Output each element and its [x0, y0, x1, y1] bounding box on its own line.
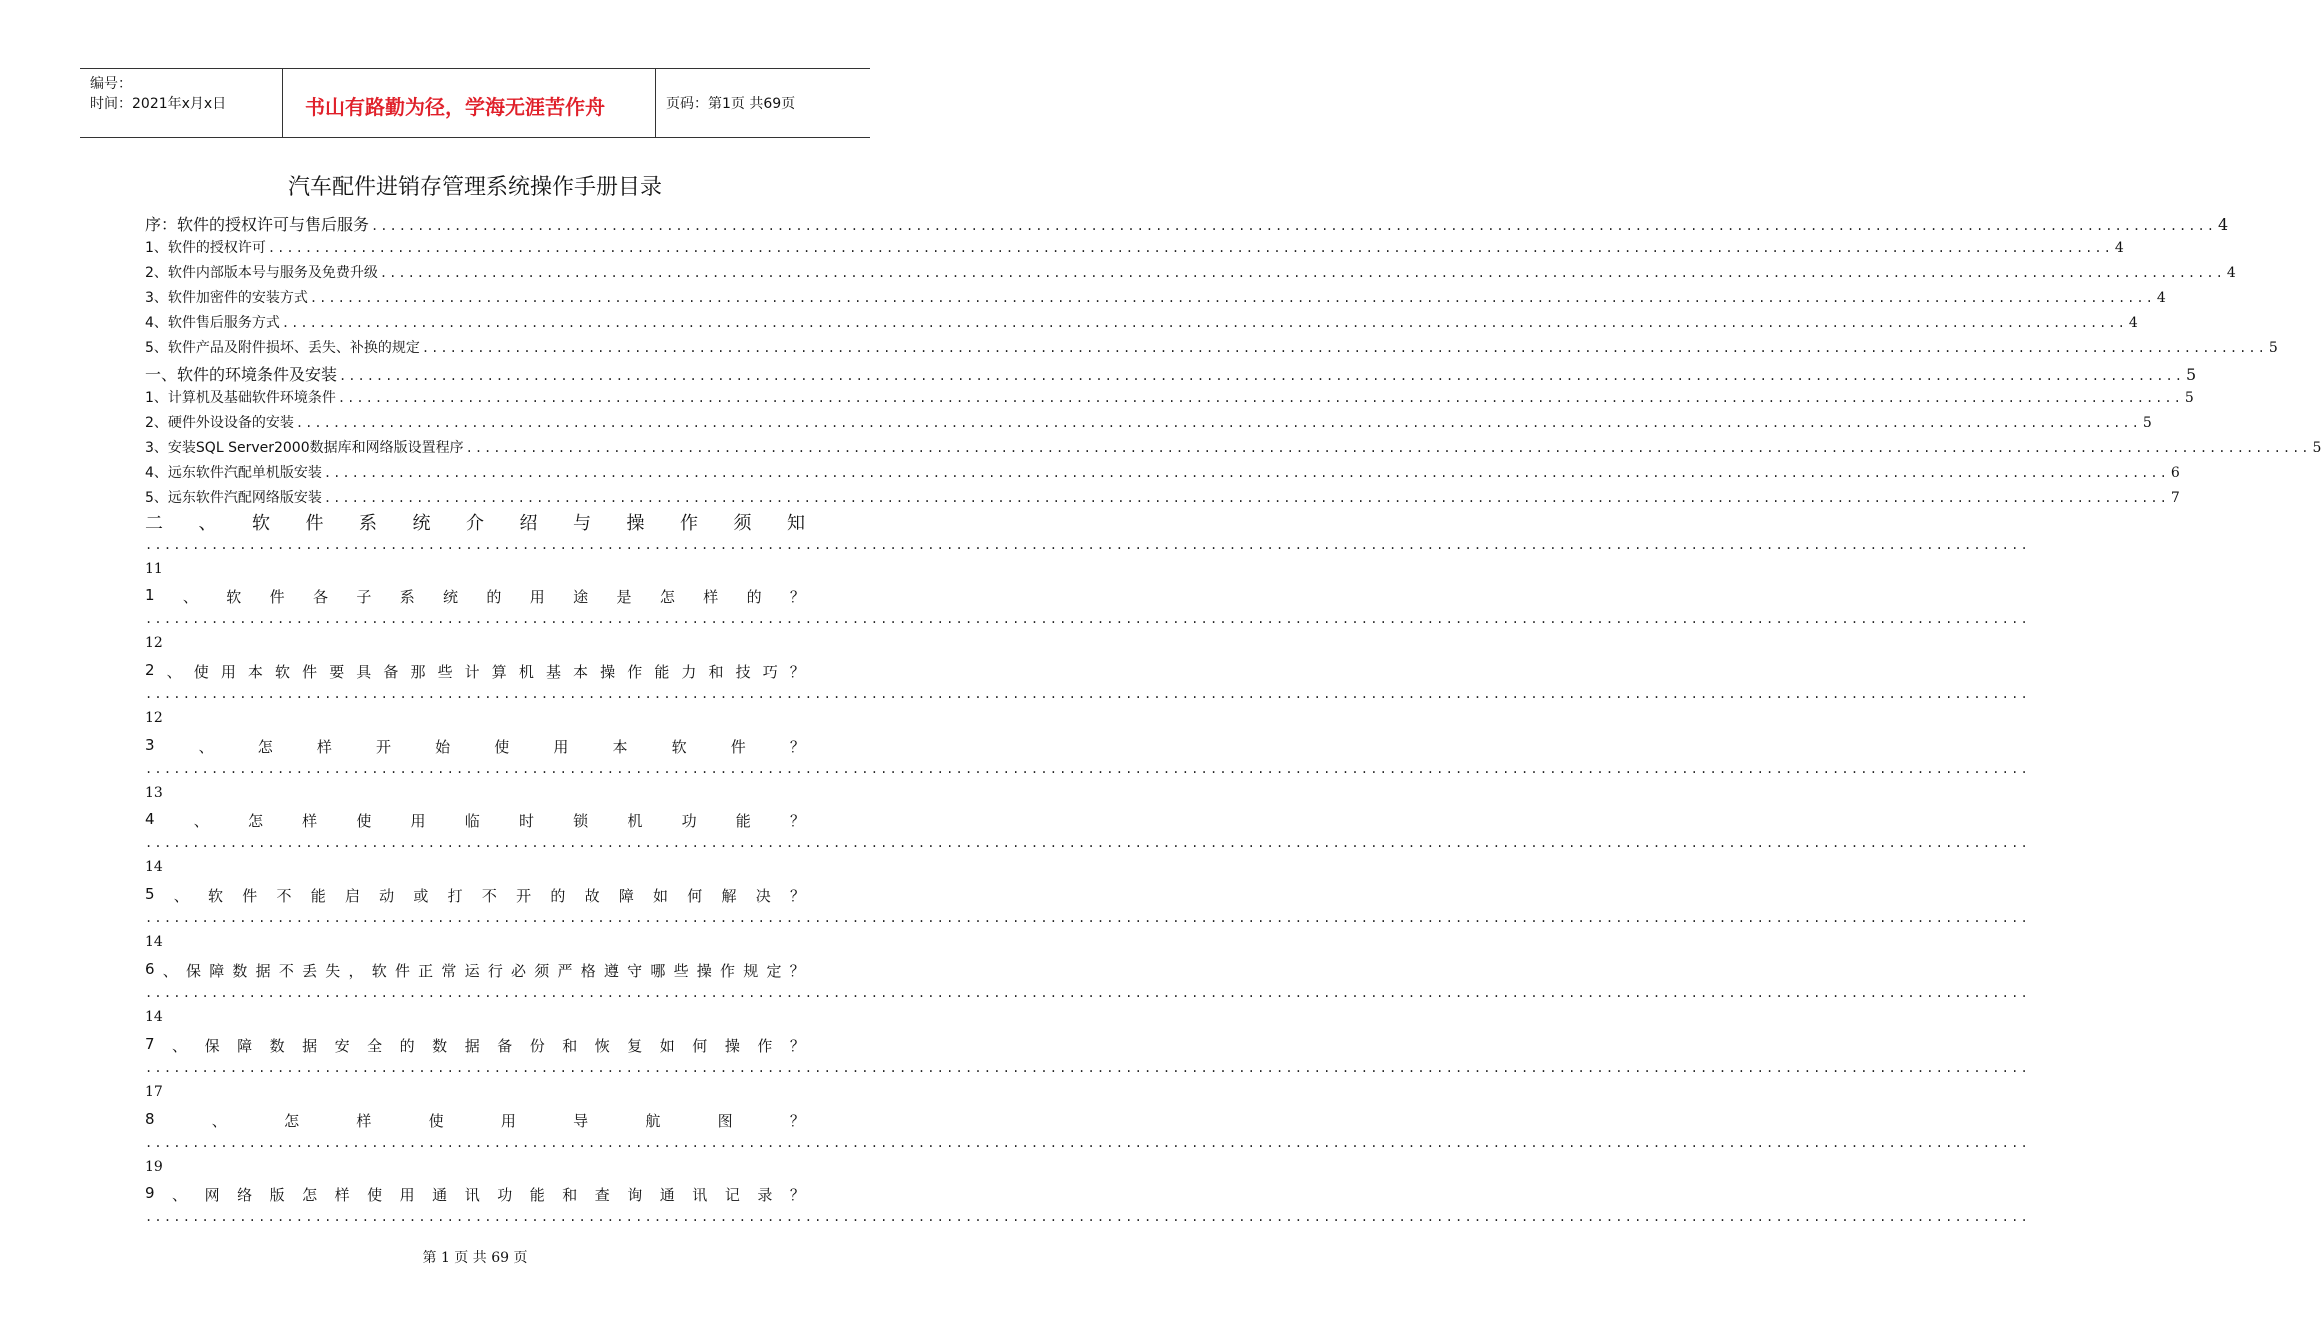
- toc-char: 不: [278, 962, 294, 980]
- toc-char: 如: [659, 1037, 675, 1055]
- toc-char: 开: [376, 738, 392, 756]
- toc-char: 全: [367, 1037, 383, 1055]
- toc-entry-page: 4: [2128, 315, 2138, 331]
- toc-char: 航: [645, 1112, 661, 1130]
- toc-char: 件: [394, 962, 410, 980]
- toc-char: 作: [627, 663, 643, 681]
- toc-entry[interactable]: [145, 262, 2236, 282]
- toc-question[interactable]: [145, 736, 805, 757]
- toc-char: 、: [172, 1186, 188, 1204]
- toc-char: 软: [371, 962, 387, 980]
- toc-entry-page: 19: [145, 1159, 163, 1175]
- toc-char: 软: [226, 588, 242, 606]
- dot-leader: ........................................................................................................................................................................................................: [371, 219, 2216, 233]
- toc-char: 锁: [573, 812, 589, 830]
- toc-char: 操: [626, 513, 645, 534]
- toc-char: 怎: [302, 1186, 318, 1204]
- toc-char: ？: [789, 738, 805, 756]
- toc-char: 机: [518, 663, 534, 681]
- toc-char: 用: [410, 812, 426, 830]
- toc-char: 解: [721, 887, 737, 905]
- toc-char: 途: [573, 588, 589, 606]
- toc-char: 本: [573, 663, 589, 681]
- toc-entry-title: 3、安装SQL Server2000数据库和网络版设置程序: [145, 440, 464, 456]
- toc-char: ？: [789, 1112, 805, 1130]
- toc-char: 、: [198, 738, 214, 756]
- toc-char: 作: [720, 962, 736, 980]
- toc-char: 怎: [284, 1112, 300, 1130]
- toc-entry[interactable]: [145, 462, 2180, 482]
- dot-leader: ........................................................................................................................................................................................................: [145, 1210, 2030, 1224]
- toc-char: 版: [269, 1186, 285, 1204]
- toc-char: 的: [486, 588, 502, 606]
- toc-entry-title: 4、远东软件汽配单机版安装: [145, 465, 322, 481]
- toc-char: 系: [359, 513, 377, 534]
- page-title: 汽车配件进销存管理系统操作手册目录: [287, 175, 662, 200]
- toc-entry-page: 6: [2170, 465, 2180, 481]
- toc-char: 件: [305, 513, 324, 534]
- toc-char: 各: [312, 588, 328, 606]
- toc-char: 能: [654, 663, 670, 681]
- toc-char: 些: [437, 663, 453, 681]
- number-label: 编号：: [90, 76, 132, 92]
- toc-entry[interactable]: [145, 437, 2321, 457]
- toc-question[interactable]: [145, 1110, 805, 1131]
- toc-question[interactable]: [145, 1035, 805, 1056]
- toc-char: 讯: [464, 1186, 480, 1204]
- toc-entry[interactable]: [145, 412, 2152, 432]
- toc-entry[interactable]: [145, 237, 2124, 257]
- dot-leader: ........................................................................................................................................................................................................: [145, 612, 2030, 626]
- toc-char: 和: [708, 663, 724, 681]
- toc-char: 须: [534, 962, 550, 980]
- toc-char: 4: [145, 810, 155, 828]
- toc-entry-title: 2、软件内部版本号与服务及免费升级: [145, 265, 378, 281]
- toc-char: 不: [276, 887, 292, 905]
- toc-char: 何: [692, 1037, 708, 1055]
- toc-char: 定: [766, 962, 782, 980]
- toc-char: 备: [383, 663, 399, 681]
- toc-char: ？: [789, 812, 805, 830]
- toc-char: 和: [562, 1037, 578, 1055]
- toc-entry-title: 1、计算机及基础软件环境条件: [145, 390, 336, 406]
- toc-char: 障: [209, 962, 225, 980]
- toc-char: 失: [325, 962, 341, 980]
- toc-char: 1: [145, 586, 155, 604]
- toc-char: 使: [494, 738, 510, 756]
- toc-char: 基: [545, 663, 561, 681]
- toc-entry-page: 13: [145, 785, 163, 801]
- toc-entry-title: 序：软件的授权许可与售后服务: [145, 215, 370, 234]
- toc-char: 怎: [247, 812, 263, 830]
- section-heading[interactable]: [145, 509, 805, 535]
- toc-entry-page: 4: [2114, 240, 2124, 256]
- toc-char: ？: [789, 887, 805, 905]
- dot-leader: ........................................................................................................................................................................................................: [379, 266, 2225, 280]
- toc-char: 计: [464, 663, 480, 681]
- toc-char: 件: [269, 588, 285, 606]
- toc-char: 操: [696, 962, 712, 980]
- motto: 书山有路勤为径，学海无涯苦作舟: [305, 95, 605, 119]
- toc-entry-page: 14: [145, 859, 163, 875]
- dot-leader: ........................................................................................................................................................................................................: [309, 291, 2155, 305]
- dot-leader: ........................................................................................................................................................................................................: [145, 1136, 2030, 1150]
- toc-char: ？: [789, 588, 805, 606]
- toc-entry[interactable]: [145, 362, 2197, 385]
- dot-leader: ........................................................................................................................................................................................................: [295, 416, 2141, 430]
- toc-char: 格: [580, 962, 596, 980]
- toc-char: 讯: [692, 1186, 708, 1204]
- dot-leader: ........................................................................................................................................................................................................: [145, 1061, 2030, 1075]
- toc-char: ，: [348, 962, 364, 980]
- toc-entry-page: 5: [2185, 365, 2197, 384]
- toc-char: 技: [735, 663, 751, 681]
- dot-leader: ........................................................................................................................................................................................................: [145, 911, 2030, 925]
- dot-leader: ........................................................................................................................................................................................................: [145, 836, 2030, 850]
- toc-char: 数: [232, 962, 248, 980]
- dot-leader: ........................................................................................................................................................................................................: [323, 491, 2169, 505]
- toc-char: 要: [329, 663, 345, 681]
- toc-char: 数: [432, 1037, 448, 1055]
- toc-char: 据: [302, 1037, 318, 1055]
- toc-char: 、: [166, 663, 182, 681]
- toc-char: ？: [789, 962, 805, 980]
- toc-char: 保: [185, 962, 201, 980]
- toc-char: 的: [746, 588, 762, 606]
- toc-char: 件: [730, 738, 746, 756]
- toc-char: 、: [198, 513, 217, 534]
- toc-entry-title: 4、软件售后服务方式: [145, 315, 280, 331]
- toc-char: 、: [182, 588, 198, 606]
- toc-char: 常: [441, 962, 457, 980]
- dot-leader: ........................................................................................................................................................................................................: [465, 441, 2311, 455]
- dot-leader: ........................................................................................................................................................................................................: [145, 538, 2030, 552]
- toc-char: 通: [659, 1186, 675, 1204]
- toc-char: 丢: [302, 962, 318, 980]
- toc-char: 使: [356, 812, 372, 830]
- toc-entry-page: 17: [145, 1084, 163, 1100]
- toc-question[interactable]: [145, 1184, 805, 1205]
- toc-entry-title: 1、软件的授权许可: [145, 240, 266, 256]
- toc-char: 图: [717, 1112, 733, 1130]
- toc-char: 网: [204, 1186, 220, 1204]
- header-left-cell: [80, 69, 282, 137]
- toc-entry-title: 3、软件加密件的安装方式: [145, 290, 308, 306]
- toc-char: 、: [173, 887, 189, 905]
- toc-char: 动: [379, 887, 395, 905]
- toc-char: 怎: [659, 588, 675, 606]
- toc-char: 严: [557, 962, 573, 980]
- toc-char: 、: [172, 1037, 188, 1055]
- toc-char: 行: [487, 962, 503, 980]
- toc-char: 件: [242, 887, 258, 905]
- toc-entry[interactable]: [145, 287, 2166, 307]
- toc-entry-page: 5: [2268, 340, 2278, 356]
- toc-char: 8: [145, 1110, 155, 1128]
- toc-entry-page: 5: [2142, 415, 2152, 431]
- toc-char: 哪: [650, 962, 666, 980]
- toc-char: 软: [252, 513, 270, 534]
- toc-char: 络: [237, 1186, 253, 1204]
- toc-char: 数: [269, 1037, 285, 1055]
- toc-char: 始: [435, 738, 451, 756]
- toc-entry-page: 12: [145, 710, 163, 726]
- toc-question[interactable]: [145, 661, 805, 682]
- toc-char: 遵: [603, 962, 619, 980]
- toc-char: 件: [302, 663, 318, 681]
- toc-question[interactable]: [145, 960, 805, 981]
- toc-char: 录: [757, 1186, 773, 1204]
- toc-char: 复: [627, 1037, 643, 1055]
- page-info: 页码：第1页 共69页: [666, 96, 796, 112]
- toc-entry-title: 5、软件产品及附件损坏、丢失、补换的规定: [145, 340, 420, 356]
- toc-char: 通: [432, 1186, 448, 1204]
- toc-entry-title: 一、软件的环境条件及安装: [145, 365, 338, 384]
- toc-char: 决: [755, 887, 771, 905]
- toc-char: 介: [466, 513, 484, 534]
- toc-char: ？: [789, 663, 805, 681]
- toc-char: 用: [500, 1112, 516, 1130]
- toc-char: 查: [594, 1186, 610, 1204]
- toc-char: 作: [757, 1037, 773, 1055]
- toc-char: 机: [627, 812, 643, 830]
- toc-char: 能: [310, 887, 326, 905]
- toc-entry[interactable]: [145, 212, 2229, 235]
- toc-entry-page: 5: [2312, 440, 2321, 456]
- toc-char: 与: [573, 513, 591, 534]
- toc-char: 启: [344, 887, 360, 905]
- toc-char: 安: [334, 1037, 350, 1055]
- toc-char: 功: [497, 1186, 513, 1204]
- toc-entry-page: 11: [145, 561, 163, 577]
- toc-entry-page: 14: [145, 934, 163, 950]
- toc-char: 样: [356, 1112, 372, 1130]
- toc-char: 、: [211, 1112, 227, 1130]
- toc-char: 算: [491, 663, 507, 681]
- toc-entry-page: 4: [2217, 215, 2229, 234]
- toc-char: 用: [220, 663, 236, 681]
- toc-char: 使: [428, 1112, 444, 1130]
- toc-char: 据: [464, 1037, 480, 1055]
- toc-char: 如: [653, 887, 669, 905]
- toc-char: 操: [724, 1037, 740, 1055]
- toc-char: 那: [410, 663, 426, 681]
- dot-leader: ........................................................................................................................................................................................................: [267, 241, 2113, 255]
- toc-entry-page: 4: [2156, 290, 2166, 306]
- toc-char: 子: [356, 588, 372, 606]
- toc-char: 2: [145, 661, 155, 679]
- toc-char: 本: [612, 738, 628, 756]
- toc-char: 统: [412, 513, 431, 534]
- toc-question[interactable]: [145, 586, 805, 607]
- toc-char: 使: [367, 1186, 383, 1204]
- toc-entry-page: 4: [2226, 265, 2236, 281]
- toc-char: ？: [789, 1186, 805, 1204]
- toc-char: 规: [743, 962, 759, 980]
- toc-char: 用: [529, 588, 545, 606]
- toc-char: 样: [703, 588, 719, 606]
- toc-char: 不: [481, 887, 497, 905]
- toc-char: 力: [681, 663, 697, 681]
- time-label: 时间：2021年x月x日: [90, 96, 227, 112]
- toc-char: 须: [733, 513, 752, 534]
- toc-char: 样: [302, 812, 318, 830]
- toc-entry[interactable]: [145, 337, 2278, 357]
- toc-char: 故: [584, 887, 600, 905]
- toc-char: 统: [443, 588, 459, 606]
- toc-char: 7: [145, 1035, 155, 1053]
- toc-char: 用: [399, 1186, 415, 1204]
- toc-char: 障: [237, 1037, 253, 1055]
- header-middle-cell: [282, 69, 656, 137]
- toc-char: 软: [671, 738, 687, 756]
- toc-char: 怎: [257, 738, 273, 756]
- toc-char: 或: [413, 887, 429, 905]
- toc-char: 些: [673, 962, 689, 980]
- toc-char: 的: [550, 887, 566, 905]
- toc-entry[interactable]: [145, 487, 2180, 507]
- toc-char: 恢: [594, 1037, 610, 1055]
- header-right-cell: [656, 69, 870, 137]
- toc-char: 软: [208, 887, 224, 905]
- toc-entry[interactable]: [145, 387, 2194, 407]
- toc-entry-title: 2、硬件外设设备的安装: [145, 415, 294, 431]
- toc-char: 临: [464, 812, 480, 830]
- toc-char: 份: [529, 1037, 545, 1055]
- toc-char: 9: [145, 1184, 155, 1202]
- toc-char: 功: [681, 812, 697, 830]
- toc-char: 的: [399, 1037, 415, 1055]
- toc-char: 样: [316, 738, 332, 756]
- toc-char: 保: [204, 1037, 220, 1055]
- dot-leader: ........................................................................................................................................................................................................: [337, 391, 2183, 405]
- toc-char: 打: [447, 887, 463, 905]
- toc-char: 和: [562, 1186, 578, 1204]
- toc-char: 二: [145, 513, 163, 534]
- toc-char: 本: [247, 663, 263, 681]
- toc-char: 备: [497, 1037, 513, 1055]
- toc-entry-page: 12: [145, 635, 163, 651]
- toc-entry-page: 14: [145, 1009, 163, 1025]
- dot-leader: ........................................................................................................................................................................................................: [281, 316, 2127, 330]
- toc-char: 询: [627, 1186, 643, 1204]
- toc-char: 、: [162, 962, 178, 980]
- toc-entry-page: 7: [2170, 490, 2180, 506]
- toc-char: 样: [334, 1186, 350, 1204]
- toc-char: 3: [145, 736, 155, 754]
- toc-entry[interactable]: [145, 312, 2138, 332]
- dot-leader: ........................................................................................................................................................................................................: [145, 762, 2030, 776]
- toc-char: 系: [399, 588, 415, 606]
- dot-leader: ........................................................................................................................................................................................................: [339, 369, 2184, 383]
- toc-char: 作: [680, 513, 698, 534]
- dot-leader: ........................................................................................................................................................................................................: [323, 466, 2169, 480]
- page-footer: 第 1 页 共 69 页: [422, 1250, 528, 1266]
- toc-char: 据: [255, 962, 271, 980]
- dot-leader: ........................................................................................................................................................................................................: [421, 341, 2267, 355]
- toc-entry-title: 5、远东软件汽配网络版安装: [145, 490, 322, 506]
- toc-char: 使: [193, 663, 209, 681]
- toc-char: 时: [518, 812, 534, 830]
- toc-char: 操: [600, 663, 616, 681]
- toc-char: 守: [627, 962, 643, 980]
- header-table: [80, 68, 870, 138]
- toc-char: 知: [787, 513, 805, 534]
- toc-char: ？: [789, 1037, 805, 1055]
- toc-char: 、: [193, 812, 209, 830]
- toc-char: 是: [616, 588, 632, 606]
- dot-leader: ........................................................................................................................................................................................................: [145, 687, 2030, 701]
- toc-char: 必: [511, 962, 527, 980]
- toc-char: 绍: [519, 513, 538, 534]
- toc-char: 开: [516, 887, 532, 905]
- toc-char: 障: [618, 887, 634, 905]
- toc-char: 具: [356, 663, 372, 681]
- toc-question[interactable]: [145, 810, 805, 831]
- toc-char: 导: [573, 1112, 589, 1130]
- toc-char: 记: [724, 1186, 740, 1204]
- dot-leader: ........................................................................................................................................................................................................: [145, 986, 2030, 1000]
- toc-question[interactable]: [145, 885, 805, 906]
- toc-char: 5: [145, 885, 155, 903]
- toc-char: 正: [418, 962, 434, 980]
- toc-char: 能: [529, 1186, 545, 1204]
- toc-char: 能: [735, 812, 751, 830]
- toc-char: 运: [464, 962, 480, 980]
- toc-char: 用: [553, 738, 569, 756]
- toc-char: 何: [687, 887, 703, 905]
- toc-char: 软: [275, 663, 291, 681]
- toc-char: 巧: [762, 663, 778, 681]
- toc-char: 6: [145, 960, 155, 978]
- toc-entry-page: 5: [2184, 390, 2194, 406]
